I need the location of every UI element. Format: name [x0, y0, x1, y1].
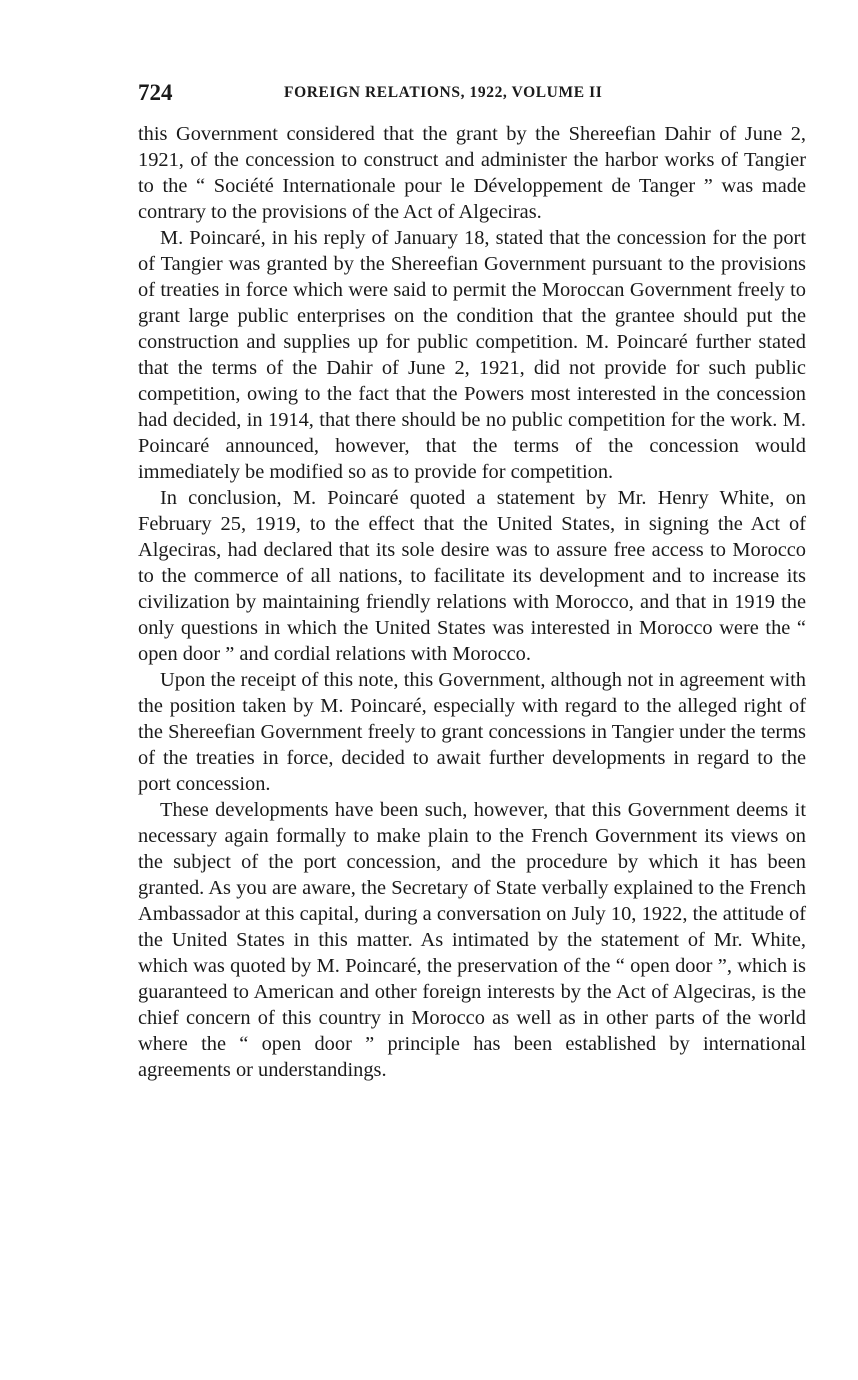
body-text [138, 121, 806, 1083]
paragraph-developments: These developments have been such, however, that this Government deems it necessary again formally to make plain to the French Government its views on the subject of the port concession, and the procedure by which it has been granted. As you are aware, the Secretary of State verbally explained to the French Ambassador at this capital, during a conversation on July 10, 1922, the attitude of the United States in this matter. As intimated by the statement of Mr. White, which was quoted by M. Poincaré, the preservation of the “ open door ”, which is guaranteed to American and other foreign interests by the Act of Algeciras, is the chief concern of this country in Morocco as well as in other parts of the world where the “ open door ” principle has been established by international agreements or understandings. [138, 799, 806, 1081]
running-title: FOREIGN RELATIONS, 1922, VOLUME II [284, 84, 603, 101]
page-number: 724 [138, 80, 173, 105]
paragraph-continued: this Government considered that the grant by the Shereefian Dahir of June 2, 1921, of the concession to construct and administer the harbor works of Tangier to the “ Société Internationale pour le Développement de Tanger ” was made contrary to the provisions of the Act of Algeciras. [138, 123, 806, 223]
paragraph-poincare-reply: M. Poincaré, in his reply of January 18, stated that the concession for the port of Tangier was granted by the Shereefian Government pursuant to the provisions of treaties in force which were said to permit the Moroccan Government freely to grant large public enterprises on the condition that the grantee should put the construction and supplies up for public competition. M. Poincaré further stated that the terms of the Dahir of June 2, 1921, did not provide for such public competition, owing to the fact that the Powers most interested in the concession had decided, in 1914, that there should be no public competition for the work. M. Poincaré announced, however, that the terms of the concession would immediately be modified so as to provide for competition. [138, 227, 806, 483]
page-header [138, 78, 806, 110]
paragraph-conclusion: In conclusion, M. Poincaré quoted a statement by Mr. Henry White, on February 25, 1919, to the effect that the United States, in signing the Act of Algeciras, had declared that its sole desire was to assure free access to Morocco to the commerce of all nations, to facilitate its development and to increase its civilization by maintaining friendly relations with Morocco, and that in 1919 the only questions in which the United States was interested in Morocco were the “ open door ” and cordial relations with Morocco. [138, 487, 806, 665]
paragraph-receipt-of-note: Upon the receipt of this note, this Government, although not in agreement with the position taken by M. Poincaré, especially with regard to the alleged right of the Shereefian Government freely to grant concessions in Tangier under the terms of the treaties in force, decided to await further developments in regard to the port concession. [138, 669, 806, 795]
